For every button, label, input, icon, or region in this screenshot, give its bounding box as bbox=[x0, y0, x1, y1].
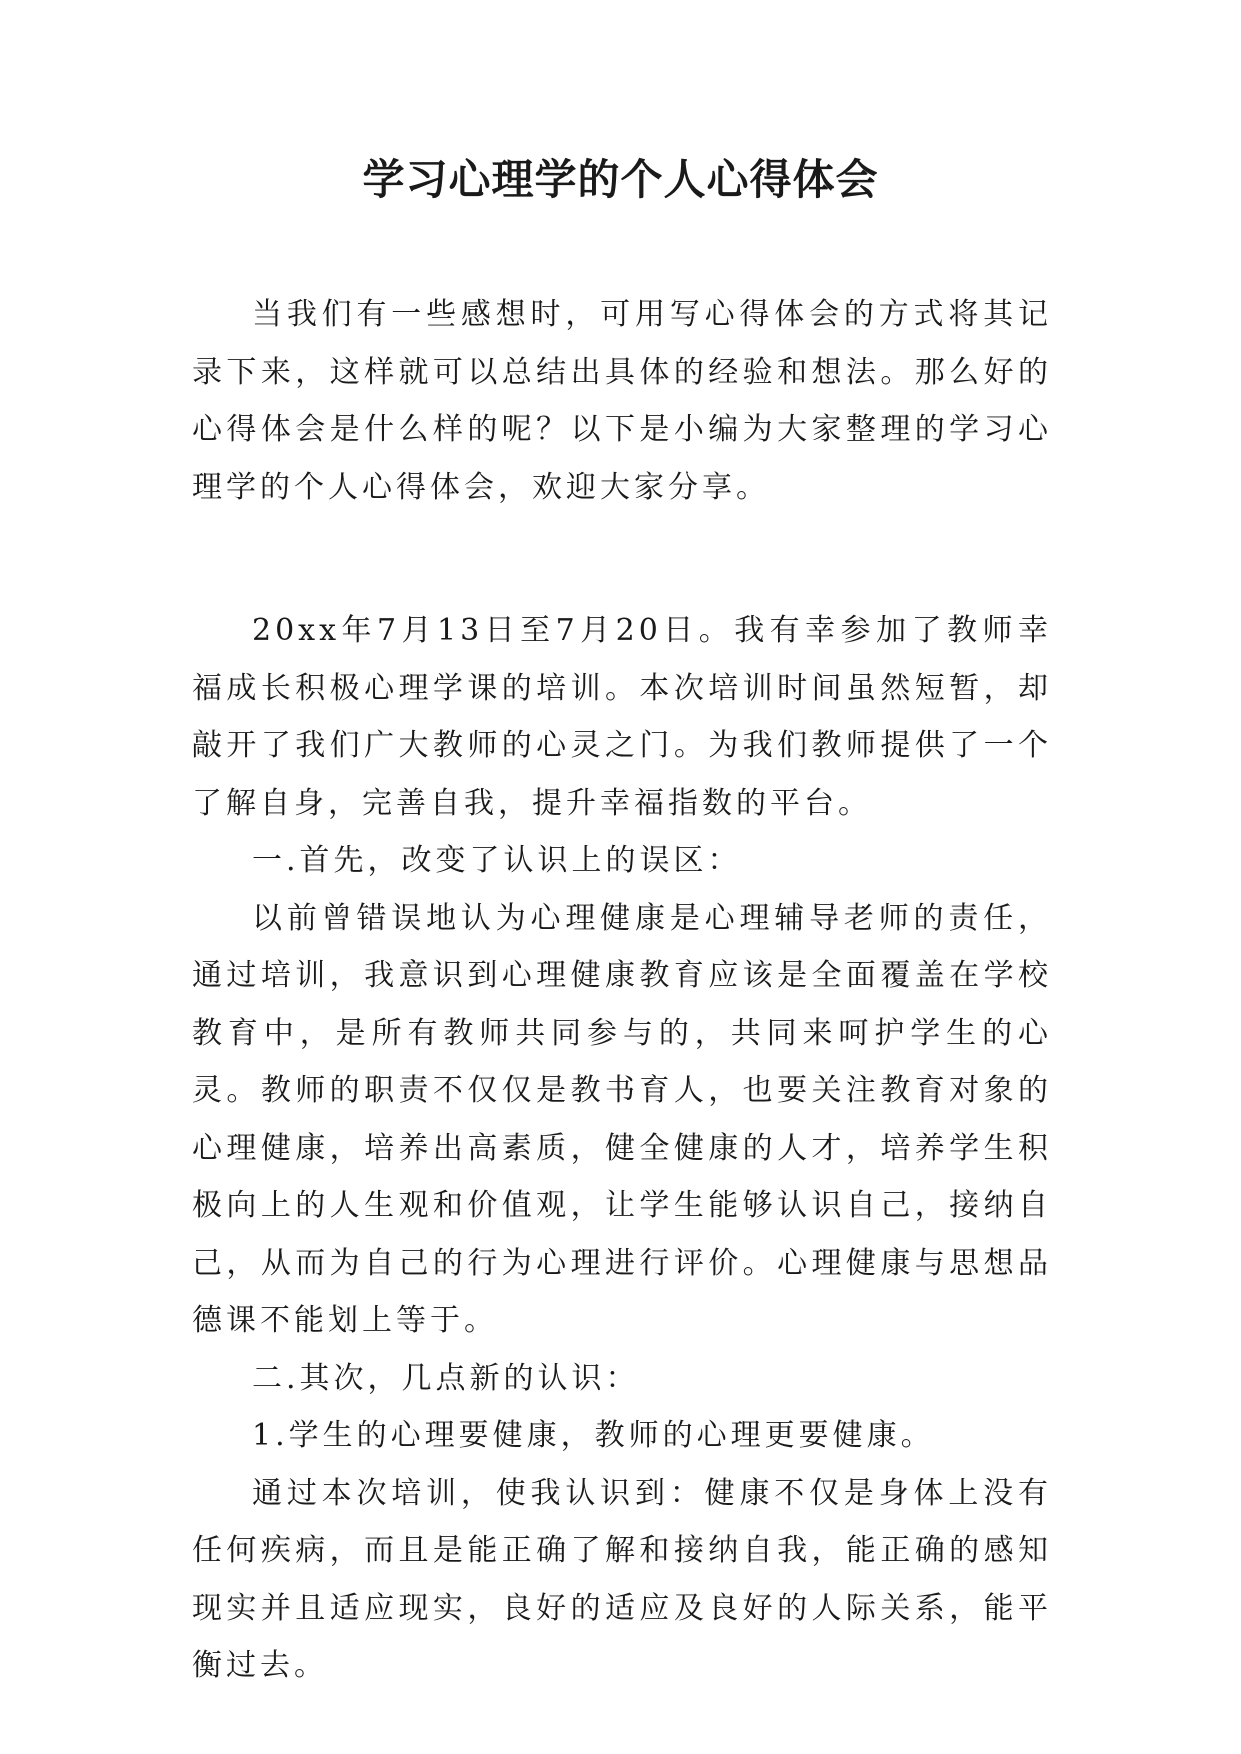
paragraph-health: 通过本次培训，使我认识到：健康不仅是身体上没有任何疾病，而且是能正确了解和接纳自我，能正确的感知现实并且适应现实，良好的适应及良好的人际关系，能平衡过去。 bbox=[192, 1475, 1052, 1683]
point-1-heading: 1.学生的心理要健康，教师的心理更要健康。 bbox=[252, 1418, 935, 1453]
paragraph-gap bbox=[192, 516, 1052, 602]
paragraph-training-dates: 20xx年7月13日至7月20日。我有幸参加了教师幸福成长积极心理学课的培训。本次培训时间虽然短暂，却敲开了我们广大教师的心灵之门。为我们教师提供了一个了解自身，完善自我，提升幸福指数的平台。 bbox=[192, 613, 1052, 821]
section-heading-1: 一.首先，改变了认识上的误区： bbox=[252, 843, 742, 878]
intro-paragraph: 当我们有一些感想时，可用写心得体会的方式将其记录下来，这样就可以总结出具体的经验和想法。那么好的心得体会是什么样的呢？以下是小编为大家整理的学习心理学的个人心得体会，欢迎大家分享。 bbox=[192, 297, 1052, 505]
section-heading-2: 二.其次，几点新的认识： bbox=[252, 1360, 640, 1396]
document-title: 学习心理学的个人心得体会 bbox=[362, 155, 879, 204]
document-body bbox=[192, 286, 1052, 1695]
paragraph-misconception: 以前曾错误地认为心理健康是心理辅导老师的责任，通过培训，我意识到心理健康教育应该是全面覆盖在学校教育中，是所有教师共同参与的，共同来呵护学生的心灵。教师的职责不仅仅是教书育人，也要关注教育对象的心理健康，培养出高素质，健全健康的人才，培养学生积极向上的人生观和价值观，让学生能够认识自己，接纳自己，从而为自己的行为心理进行评价。心理健康与思想品德课不能划上等于。 bbox=[192, 900, 1052, 1338]
